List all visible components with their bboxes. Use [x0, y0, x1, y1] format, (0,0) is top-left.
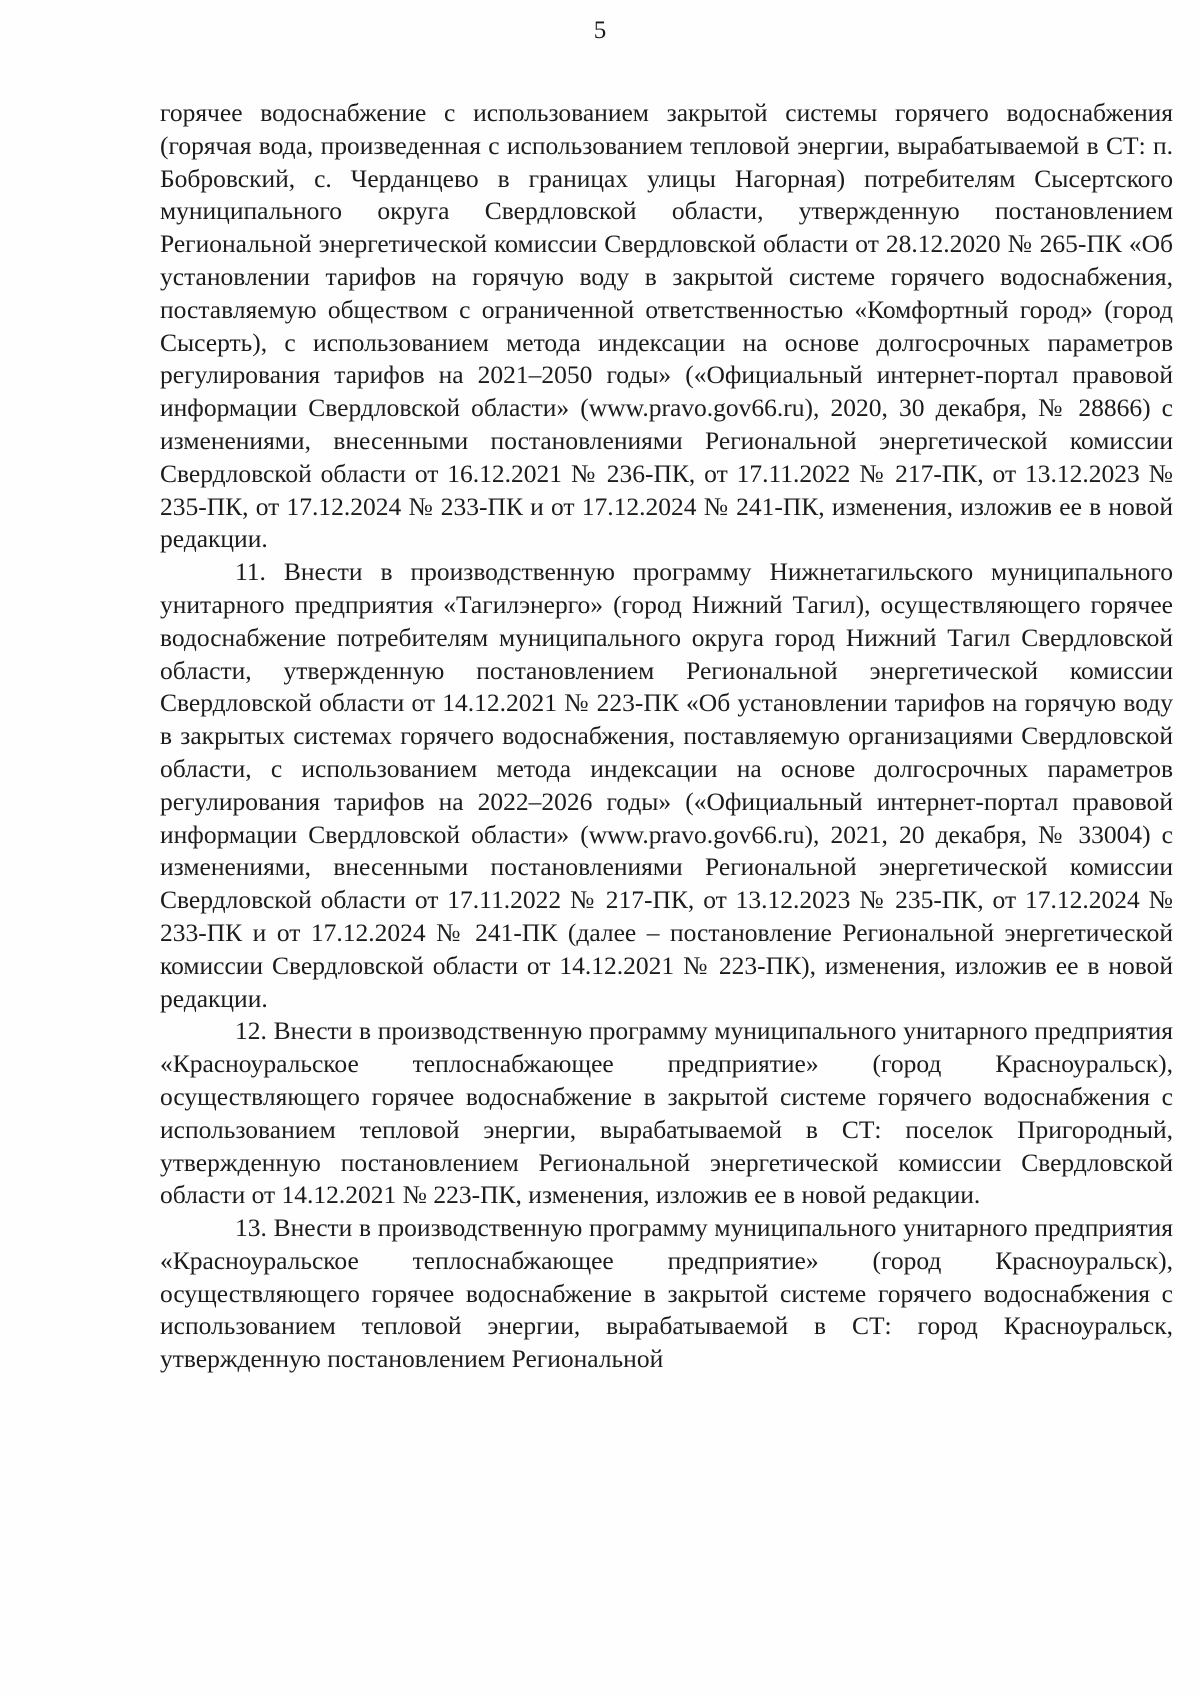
document-body [160, 97, 1173, 1376]
paragraph-item-13: 13. Внести в производственную программу муниципального унитарного предприятия «Красноуральское теплоснабжающее предприятие» (город Красноуральск), осуществляющего горячее водоснабжение в закрытой системе горячего водоснабжения с использованием тепловой энергии, вырабатываемой в СТ: город Красноуральск, утвержденную постановлением Региональной [160, 1213, 1173, 1374]
paragraph-item-11: 11. Внести в производственную программу Нижнетагильского муниципального унитарного предприятия «Тагилэнерго» (город Нижний Тагил), осуществляющего горячее водоснабжение потребителям муниципального округа город Нижний Тагил Свердловской области, утвержденную постановлением Региональной энергетической комиссии Свердловской области от 14.12.2021 № 223-ПК «Об установлении тарифов на горячую воду в закрытых системах горячего водоснабжения, поставляемую организациями Свердловской области, с использованием метода индексации на основе долгосрочных параметров регулирования тарифов на 2022–2026 годы» («Официальный интернет-портал правовой информации Свердловской области» (www.pravo.gov66.ru), 2021, 20 декабря, № 33004) с изменениями, внесенными постановлениями Региональной энергетической комиссии Свердловской области от 17.11.2022 № 217-ПК, от 13.12.2023 № 235-ПК, от 17.12.2024 № 233-ПК и от 17.12.2024 № 241-ПК (далее – постановление Региональной энергетической комиссии Свердловской области от 14.12.2021 № 223-ПК), изменения, изложив ее в новой редакции. [160, 557, 1173, 1013]
page-number: 5 [593, 17, 607, 44]
paragraph-item-12: 12. Внести в производственную программу муниципального унитарного предприятия «Красноуральское теплоснабжающее предприятие» (город Красноуральск), осуществляющего горячее водоснабжение в закрытой системе горячего водоснабжения с использованием тепловой энергии, вырабатываемой в СТ: поселок Пригородный, утвержденную постановлением Региональной энергетической комиссии Свердловской области от 14.12.2021 № 223-ПК, изменения, изложив ее в новой редакции. [160, 1016, 1173, 1210]
paragraph-continued: горячее водоснабжение с использованием закрытой системы горячего водоснабжения (горячая вода, произведенная с использованием тепловой энергии, вырабатываемой в СТ: п. Бобровский, с. Черданцево в границах улицы Нагорная) потребителям Сысертского муниципального округа Свердловской области, утвержденную постановлением Региональной энергетической комиссии Свердловской области от 28.12.2020 № 265-ПК «Об установлении тарифов на горячую воду в закрытой системе горячего водоснабжения, поставляемую обществом с ограниченной ответственностью «Комфортный город» (город Сысерть), с использованием метода индексации на основе долгосрочных параметров регулирования тарифов на 2021–2050 годы» («Официальный интернет-портал правовой информации Свердловской области» (www.pravo.gov66.ru), 2020, 30 декабря, № 28866) с изменениями, внесенными постановлениями Региональной энергетической комиссии Свердловской области от 16.12.2021 № 236-ПК, от 17.11.2022 № 217-ПК, от 13.12.2023 № 235-ПК, от 17.12.2024 № 233-ПК и от 17.12.2024 № 241-ПК, изменения, изложив ее в новой редакции. [160, 98, 1173, 554]
